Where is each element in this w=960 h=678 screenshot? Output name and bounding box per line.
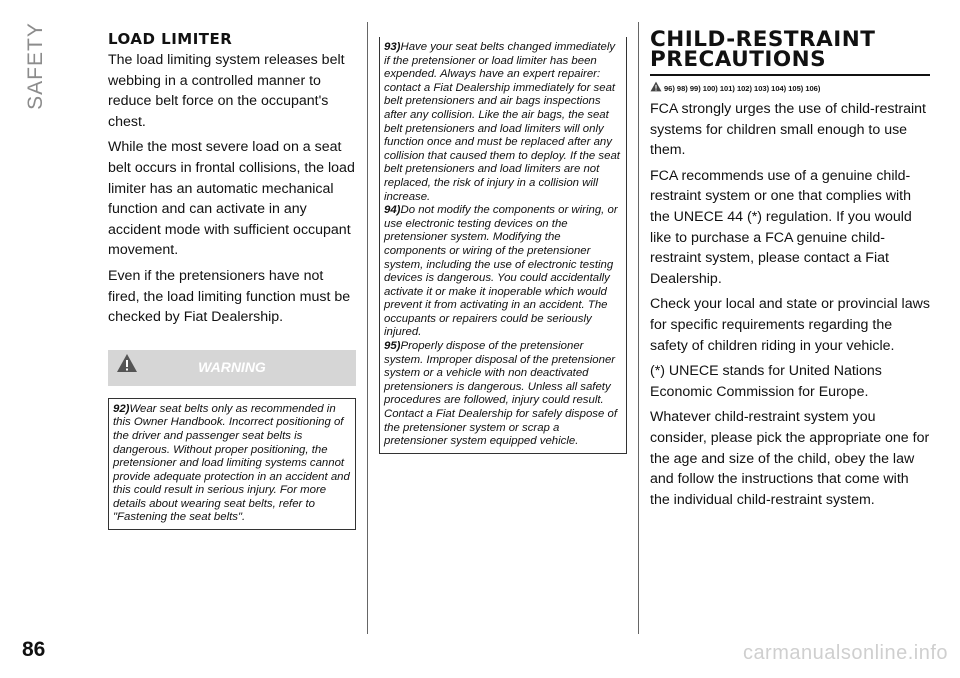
note-number: 95) (384, 340, 401, 353)
page-number: 86 (22, 638, 46, 661)
section-label-text: SAFETY (23, 22, 47, 110)
note-text: Do not modify the components or wiring, or use electronic testing devices on the pretensioner system. Modifying the components or wiring of the pretensioner system, including the use of electronic testing devices is dangerous. You could accidentally activate it or make it inoperable which would prevent it from activating in an accident. The occupants or repairers could be seriously injured. (384, 204, 618, 339)
paragraph: Even if the pretensioners have not fired, the load limiting function must be checked by Fiat Dealership. (108, 267, 351, 326)
warning-references (650, 84, 930, 93)
column-warning-continued (379, 37, 627, 454)
note-number: 93) (384, 41, 401, 53)
reference-numbers: 96) 98) 99) 100) 101) 102) 103) 104) 105) 106) (664, 84, 821, 93)
paragraph: FCA recommends use of a genuine child-restraint system or one that complies with the UNECE 44 (*) regulation. If you would like to purchase a FCA genuine child-restraint system, please contact a Fiat Dealership. (650, 167, 912, 287)
note-text: Have your seat belts changed immediately if the pretensioner or load limiter has been expended. Always have an expert repairer: contact a Fiat Dealership immediately for seat belt pretensioners and air bags inspections after any collision. Like the air bags, the seat belt pretensioners and load limiters will only function once and must be replaced after any collision that caused them to deploy. If the seat belt pretensioners and load limiters are not replaced, the risk of injury in a collision will increase. (384, 41, 620, 203)
column-divider (367, 22, 368, 634)
heading-line: CHILD-RESTRAINT (650, 27, 876, 52)
warning-triangle-icon (650, 81, 662, 92)
warning-header (108, 350, 356, 386)
paragraph: The load limiting system releases belt webbing in a controlled manner to reduce belt force on the occupant's chest. (108, 52, 345, 130)
paragraph: Whatever child-restraint system you consider, please pick the appropriate one for the age and size of the child, obey the law and follow the instructions that come with the individual child-restraint system. (650, 409, 930, 508)
paragraph: Check your local and state or provincial laws for specific requirements regarding the safety of children riding in your vehicle. (650, 296, 930, 354)
column-child-restraint (650, 27, 930, 515)
warning-note (113, 403, 352, 525)
heading-line: PRECAUTIONS (650, 47, 827, 72)
warning-note-box (108, 398, 356, 530)
column-load-limiter (108, 30, 356, 530)
warning-note (384, 204, 623, 340)
warning-title: WARNING (198, 358, 266, 375)
paragraph: (*) UNECE stands for United Nations Economic Commission for Europe. (650, 363, 882, 400)
warning-note (384, 41, 623, 204)
child-restraint-heading (650, 27, 930, 76)
warning-note (384, 340, 623, 449)
load-limiter-heading: LOAD LIMITER (108, 30, 233, 48)
note-text: Wear seat belts only as recommended in this Owner Handbook. Incorrect positioning of the driver and passenger seat belts is dangerous. Without proper positioning, the pretensioner and load limiting systems cannot provide adequate protection in an accident and this could result in serious injury. For more details about wearing seat belts, refer to "Fastening the seat belts". (113, 402, 350, 524)
note-text: Properly dispose of the pretensioner system. Improper disposal of the pretensioner system or a vehicle with non deactivated pretensioners is dangerous. Unless all safety procedures are followed, injury could result. Contact a Fiat Dealership for safely dispose of the pretensioner system or scrap a pretensioner system equipped vehicle. (384, 340, 617, 448)
note-number: 94) (384, 204, 401, 217)
section-label (6, 22, 47, 110)
paragraph: While the most severe load on a seat belt occurs in frontal collisions, the load limiter has an automatic mechanical function and can activate in any accident mode with sufficient occupant movement. (108, 139, 355, 259)
watermark: carmanualsonline.info (742, 642, 948, 664)
paragraph: FCA strongly urges the use of child-restraint systems for children small enough to use them. (650, 101, 926, 159)
note-number: 92) (113, 402, 130, 415)
warning-note-box (379, 37, 627, 454)
column-divider (638, 22, 639, 634)
